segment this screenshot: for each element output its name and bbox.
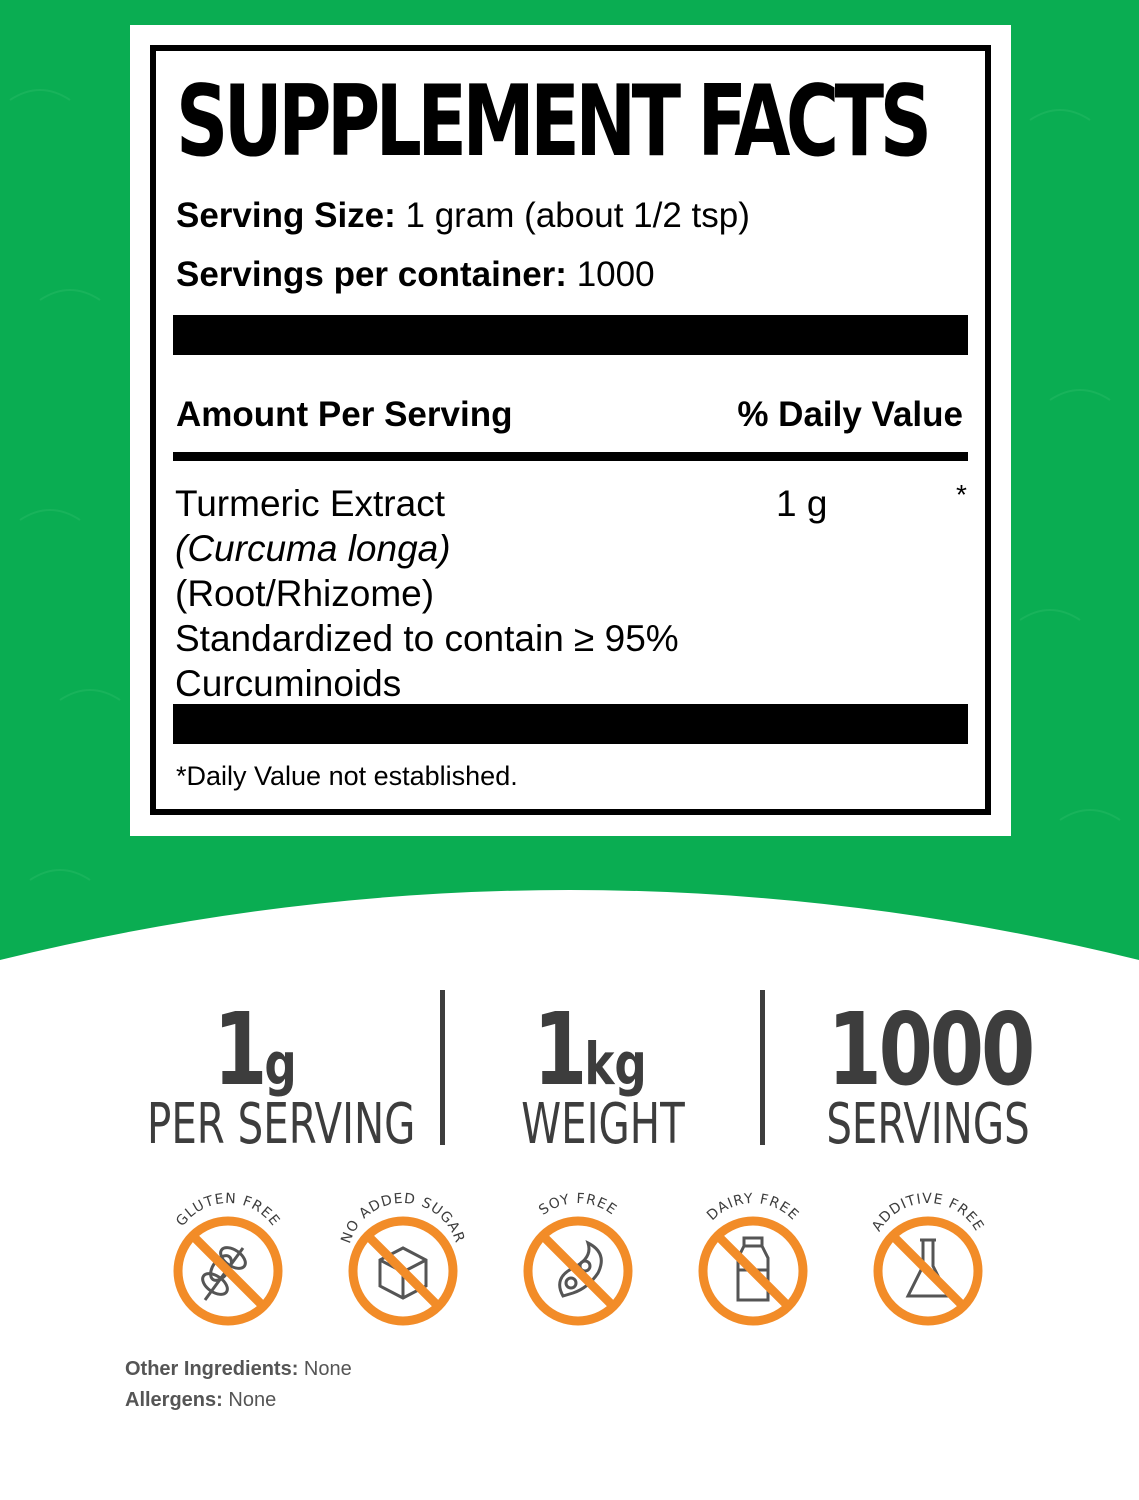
allergens-row: [125, 1389, 276, 1412]
daily-value-header: % Daily Value: [737, 395, 963, 434]
badge-label-dairy-free: DAIRY FREE: [704, 1190, 803, 1224]
stat-servings-label: SERVINGS: [826, 1092, 1030, 1157]
servings-per-container-label: Servings per container:: [176, 255, 567, 294]
serving-size-value: 1 gram (about 1/2 tsp): [405, 196, 750, 235]
other-ingredients-value: None: [303, 1358, 352, 1380]
stat-per-serving-unit: g: [264, 1030, 297, 1098]
amount-per-serving-header: Amount Per Serving: [176, 395, 513, 434]
thick-divider-bottom: [173, 704, 968, 744]
badge-label-gluten-free: GLUTEN FREE: [173, 1190, 283, 1230]
badge-additive-free: [863, 1188, 993, 1338]
stat-weight-unit: kg: [584, 1030, 647, 1098]
badge-dairy-free: [688, 1188, 818, 1338]
stat-divider-1: [440, 990, 445, 1145]
badge-label-no-added-sugar: NO ADDED SUGAR: [338, 1190, 468, 1246]
ingredient-part: (Root/Rhizome): [175, 573, 435, 614]
supplement-facts-panel: [130, 25, 1011, 836]
stat-weight-value: 1: [533, 991, 585, 1108]
allergens-value: None: [228, 1389, 277, 1411]
stat-per-serving-label: PER SERVING: [147, 1092, 416, 1157]
thick-divider-top: [173, 315, 968, 355]
medium-divider: [173, 452, 968, 461]
stat-servings-value: 1000: [827, 991, 1033, 1108]
badge-soy-free: [513, 1188, 643, 1338]
serving-size-label: Serving Size:: [176, 196, 396, 235]
ingredient-standardized: Standardized to contain ≥ 95%: [175, 618, 679, 659]
stat-per-serving-value: 1: [213, 991, 265, 1108]
ingredient-standardized-2: Curcuminoids: [175, 663, 402, 704]
ingredient-latin-name: (Curcuma longa): [175, 528, 451, 569]
ingredient-name: Turmeric Extract: [175, 483, 445, 524]
daily-value-footnote: *Daily Value not established.: [176, 761, 518, 791]
ingredient-amount: 1 g: [776, 483, 828, 524]
other-ingredients-row: [125, 1358, 352, 1381]
serving-size-row: [176, 196, 750, 236]
supplement-facts-title: SUPPLEMENT FACTS: [176, 65, 928, 179]
svg-text:SOY FREE: [536, 1191, 620, 1219]
stat-weight-label: WEIGHT: [521, 1092, 685, 1157]
servings-per-container-row: [176, 255, 655, 295]
allergens-label: Allergens:: [125, 1389, 223, 1411]
badge-gluten-free: [163, 1188, 293, 1338]
supplement-facts-frame: [150, 45, 991, 815]
badge-label-additive-free: ADDITIVE FREE: [869, 1190, 987, 1235]
servings-per-container-value: 1000: [576, 255, 655, 294]
stat-servings-number: [827, 991, 1033, 1108]
badge-label-soy-free: SOY FREE: [536, 1190, 620, 1219]
svg-text:ADDITIVE FREE: [869, 1191, 987, 1235]
badge-no-added-sugar: [338, 1188, 468, 1338]
stat-divider-2: [760, 990, 765, 1145]
other-ingredients-label: Other Ingredients:: [125, 1358, 299, 1380]
ingredient-daily-value: *: [956, 479, 967, 510]
